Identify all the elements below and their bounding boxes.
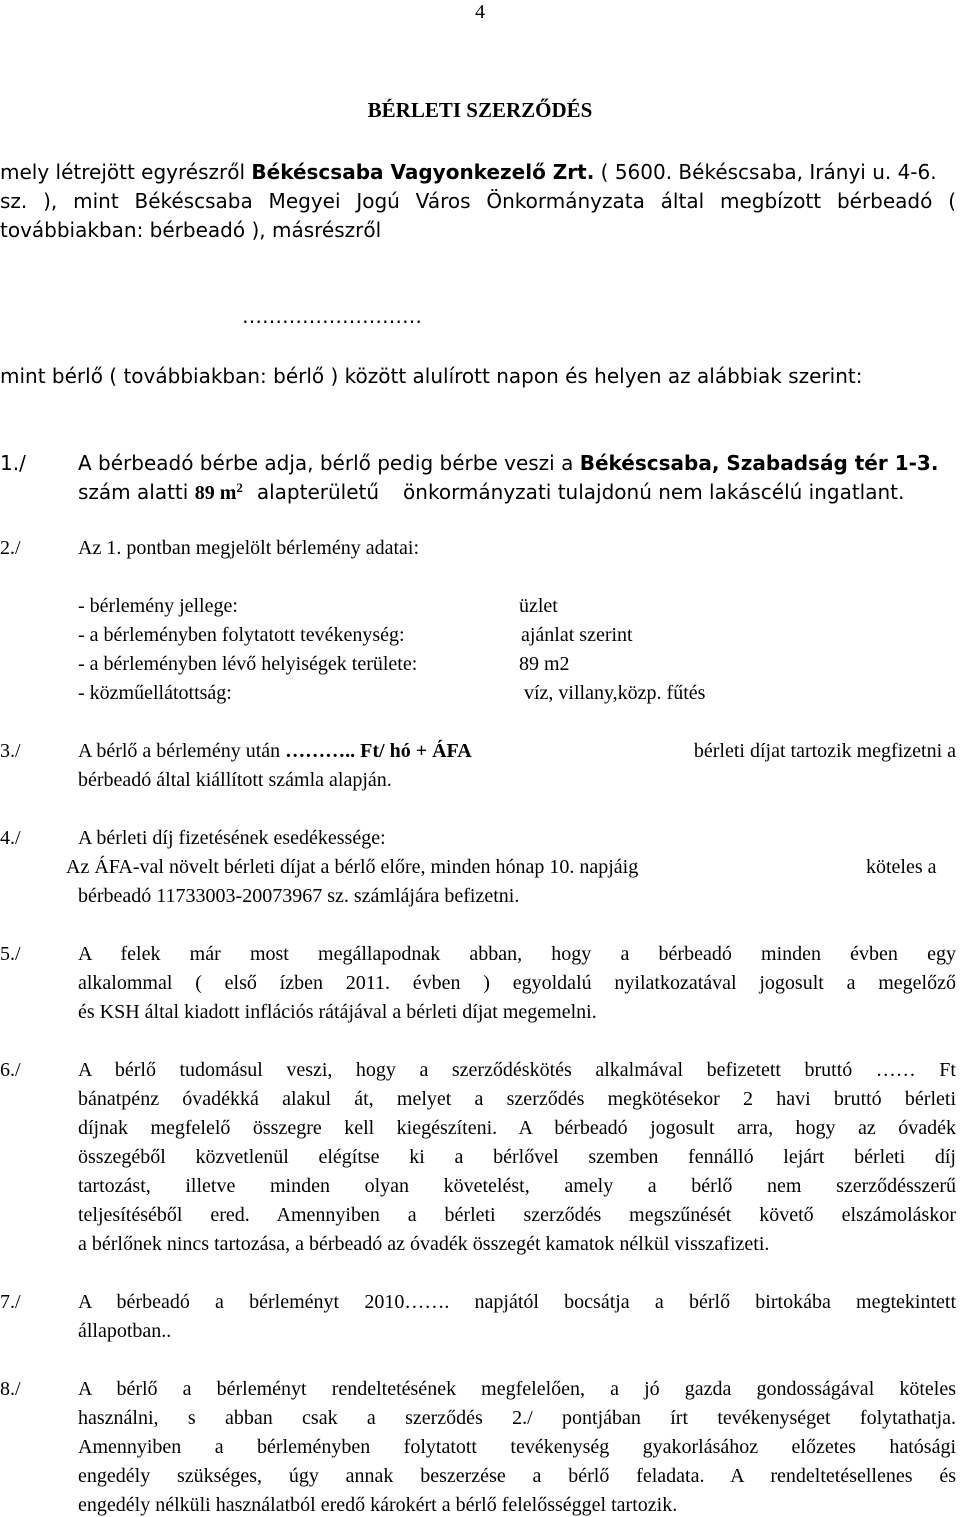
tenant-name-placeholder: ……………………… — [242, 304, 422, 328]
section-3-text-2: bérleti díjat tartozik megfizetni a — [693, 740, 956, 762]
section-6-line-3: díjnak megfelelő összegre kell kiegészíteni. A bérbeadó jogosult arra, hogy az óvadék — [78, 1117, 956, 1139]
section-3-line-1 — [78, 739, 956, 763]
section-6-line-4: összegéből közvetlenül elégítse ki a bérlővel szemben fennálló lejárt bérleti díj — [78, 1146, 956, 1168]
section-6-line-2: bánatpénz óvadékká alakul át, melyet a szerződés megkötésekor 2 havi bruttó bérleti — [78, 1088, 956, 1110]
property-area-value: 89 m — [194, 482, 237, 504]
document-title: BÉRLETI SZERZŐDÉS — [367, 98, 593, 122]
section-3-text: A bérlő a bérlemény után — [78, 740, 286, 762]
section-7-line-2: állapotban.. — [78, 1320, 172, 1342]
section-5-line-2: alkalommal ( első ízben 2011. évben ) egyoldalú nyilatkozatával jogosult a megelőző — [78, 972, 956, 994]
property-detail-label: - a bérleményben lévő helyiségek területe: — [78, 653, 418, 675]
section-6-line-6: teljesítéséből ered. Amennyiben a bérleti szerződés megszűnését követő elszámoláskor — [78, 1204, 956, 1226]
section-6-line-7: a bérlőnek nincs tartozása, a bérbeadó az óvadék összegét kamatok nélkül visszafizeti. — [78, 1233, 770, 1255]
section-8-line-4: engedély szükséges, úgy annak beszerzése a bérlő feladata. A rendeltetésellenes és — [78, 1465, 956, 1487]
section-1-text-3: alapterületű — [256, 480, 380, 504]
section-6-number: 6./ — [0, 1059, 21, 1081]
page-number: 4 — [475, 1, 485, 23]
section-3-number: 3./ — [0, 740, 21, 762]
section-1-text-2: szám alatti — [78, 480, 195, 504]
property-area — [195, 482, 243, 504]
intro-address: ( 5600. Békéscsaba, Irányi u. 4-6. — [594, 160, 937, 184]
section-1-number: 1./ — [0, 451, 26, 475]
intro-line-4: mint bérlő ( továbbiakban: bérlő ) között alulírott napon és helyen az alábbiak szerint: — [0, 364, 863, 388]
section-8-line-2: használni, s abban csak a szerződés 2./ pontjában írt tevékenységet folytathatja. — [78, 1407, 956, 1429]
intro-line-2: sz. ), mint Békéscsaba Megyei Jogú Város Önkormányzata által megbízott bérbeadó ( — [0, 189, 956, 213]
rent-amount: ……….. Ft/ hó + ÁFA — [285, 740, 472, 762]
section-5-line-1: A felek már most megállapodnak abban, hogy a bérbeadó minden évben egy — [78, 943, 956, 965]
section-1-line-1 — [78, 451, 938, 475]
property-detail-value: víz, villany,közp. fűtés — [524, 682, 706, 704]
section-1-text-4: önkormányzati tulajdonú nem lakáscélú ingatlant. — [403, 480, 905, 504]
section-4-line-3: bérbeadó 11733003-20073967 sz. számlájára befizetni. — [78, 885, 520, 907]
section-4-line-2: Az ÁFA-val növelt bérleti díjat a bérlő előre, minden hónap 10. napjáig — [66, 856, 639, 878]
section-8-line-5: engedély nélküli használatból eredő károkért a bérlő felelősséggel tartozik. — [78, 1494, 678, 1516]
intro-line-1 — [0, 160, 937, 184]
section-8-line-3: Amennyiben a bérleményben folytatott tevékenység gyakorlásához előzetes hatósági — [78, 1436, 956, 1458]
section-1-line-2 — [78, 480, 904, 505]
property-detail-label: - közműellátottság: — [78, 682, 232, 704]
section-4-line-2b: köteles a — [866, 856, 937, 878]
section-3-line-2: bérbeadó által kiállított számla alapján. — [78, 769, 392, 791]
section-5-number: 5./ — [0, 943, 21, 965]
section-5-line-3: és KSH által kiadott inflációs rátájával a bérleti díjat megemelni. — [78, 1001, 597, 1023]
section-7-number: 7./ — [0, 1291, 21, 1313]
section-8-number: 8./ — [0, 1378, 21, 1400]
property-detail-label: - bérlemény jellege: — [78, 595, 238, 617]
section-8-line-1: A bérlő a bérleményt rendeltetésének megfelelően, a jó gazda gondosságával köteles — [78, 1378, 956, 1400]
section-1-text: A bérbeadó bérbe adja, bérlő pedig bérbe veszi a — [78, 451, 580, 475]
section-4-line-1: A bérleti díj fizetésének esedékessége: — [78, 827, 386, 849]
property-detail-value: ajánlat szerint — [521, 624, 633, 646]
property-detail-value: üzlet — [519, 595, 558, 617]
section-2-text: Az 1. pontban megjelölt bérlemény adatai: — [78, 537, 419, 559]
intro-text: mely létrejött egyrészről — [0, 160, 252, 184]
property-detail-label: - a bérleményben folytatott tevékenység: — [78, 624, 405, 646]
section-4-number: 4./ — [0, 827, 21, 849]
lessor-company-name: Békéscsaba Vagyonkezelő Zrt. — [251, 160, 595, 184]
section-2-number: 2./ — [0, 537, 21, 559]
section-7-line-1: A bérbeadó a bérleményt 2010……. napjától bocsátja a bérlő birtokába megtekintett — [78, 1291, 956, 1313]
section-6-line-5: tartozást, illetve minden olyan követelést, amely a bérlő nem szerződésszerű — [78, 1175, 956, 1197]
property-area-unit-sup: 2 — [236, 480, 243, 495]
property-detail-value: 89 m2 — [519, 653, 570, 675]
property-address: Békéscsaba, Szabadság tér 1-3. — [579, 451, 939, 475]
section-6-line-1: A bérlő tudomásul veszi, hogy a szerződéskötés alkalmával befizetett bruttó …… Ft — [78, 1059, 956, 1081]
intro-line-3: továbbiakban: bérbeadó ), másrészről — [0, 218, 382, 242]
